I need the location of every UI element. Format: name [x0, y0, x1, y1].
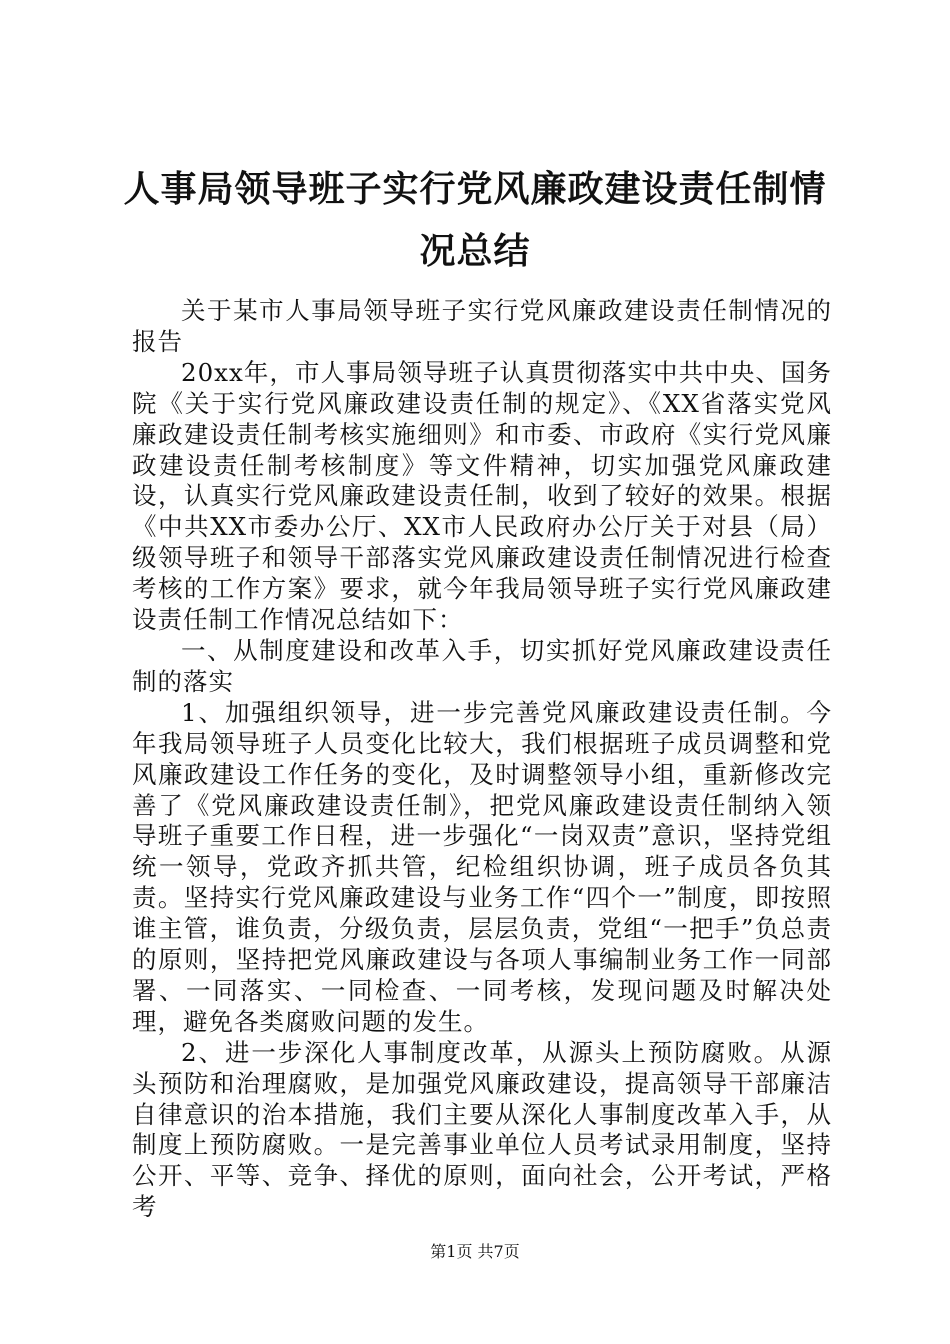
page-footer: 第1页 共7页 [430, 1242, 520, 1261]
section-heading-1: 一、从制度建设和改革入手，切实抓好党风廉政建设责任制的落实 [132, 635, 832, 696]
paragraph-item-1: 1、加强组织领导，进一步完善党风廉政建设责任制。今年我局领导班子人员变化比较大，我们根据班子成员调整和党风廉政建设工作任务的变化，及时调整领导小组，重新修改完善了《党风廉政建设责任制》，把党风廉政建设责任制纳入领导班子重要工作日程，进一步强化“一岗双责”意识，坚持党组统一领导，党政齐抓共管，纪检组织协调，班子成员各负其责。坚持实行党风廉政建设与业务工作“四个一”制度，即按照谁主管，谁负责，分级负责，层层负责，党组“一把手”负总责的原则，坚持把党风廉政建设与各项人事编制业务工作一同部署、一同落实、一同检查、一同考核，发现问题及时解决处理，避免各类腐败问题的发生。 [132, 697, 832, 1036]
paragraph-item-2: 2、进一步深化人事制度改革，从源头上预防腐败。从源头预防和治理腐败，是加强党风廉政建设，提高领导干部廉洁自律意识的治本措施，我们主要从深化人事制度改革入手，从制度上预防腐败。一是完善事业单位人员考试录用制度，坚持公开、平等、竞争、择优的原则，面向社会，公开考试，严格考 [132, 1037, 832, 1222]
paragraph-introduction: 20xx年，市人事局领导班子认真贯彻落实中共中央、国务院《关于实行党风廉政建设责任制的规定》、《XX省落实党风廉政建设责任制考核实施细则》和市委、市政府《实行党风廉政建设责任制考核制度》等文件精神，切实加强党风廉政建设，认真实行党风廉政建设责任制，收到了较好的效果。根据《中共XX市委办公厅、XX市人民政府办公厅关于对县（局）级领导班子和领导干部落实党风廉政建设责任制情况进行检查考核的工作方案》要求，就今年我局领导班子实行党风廉政建设责任制工作情况总结如下： [132, 357, 832, 635]
document-body [132, 296, 832, 1223]
document-title: 人事局领导班子实行党风廉政建设责任制情况总结 [123, 168, 827, 272]
paragraph-report-heading: 关于某市人事局领导班子实行党风廉政建设责任制情况的报告 [132, 296, 832, 356]
